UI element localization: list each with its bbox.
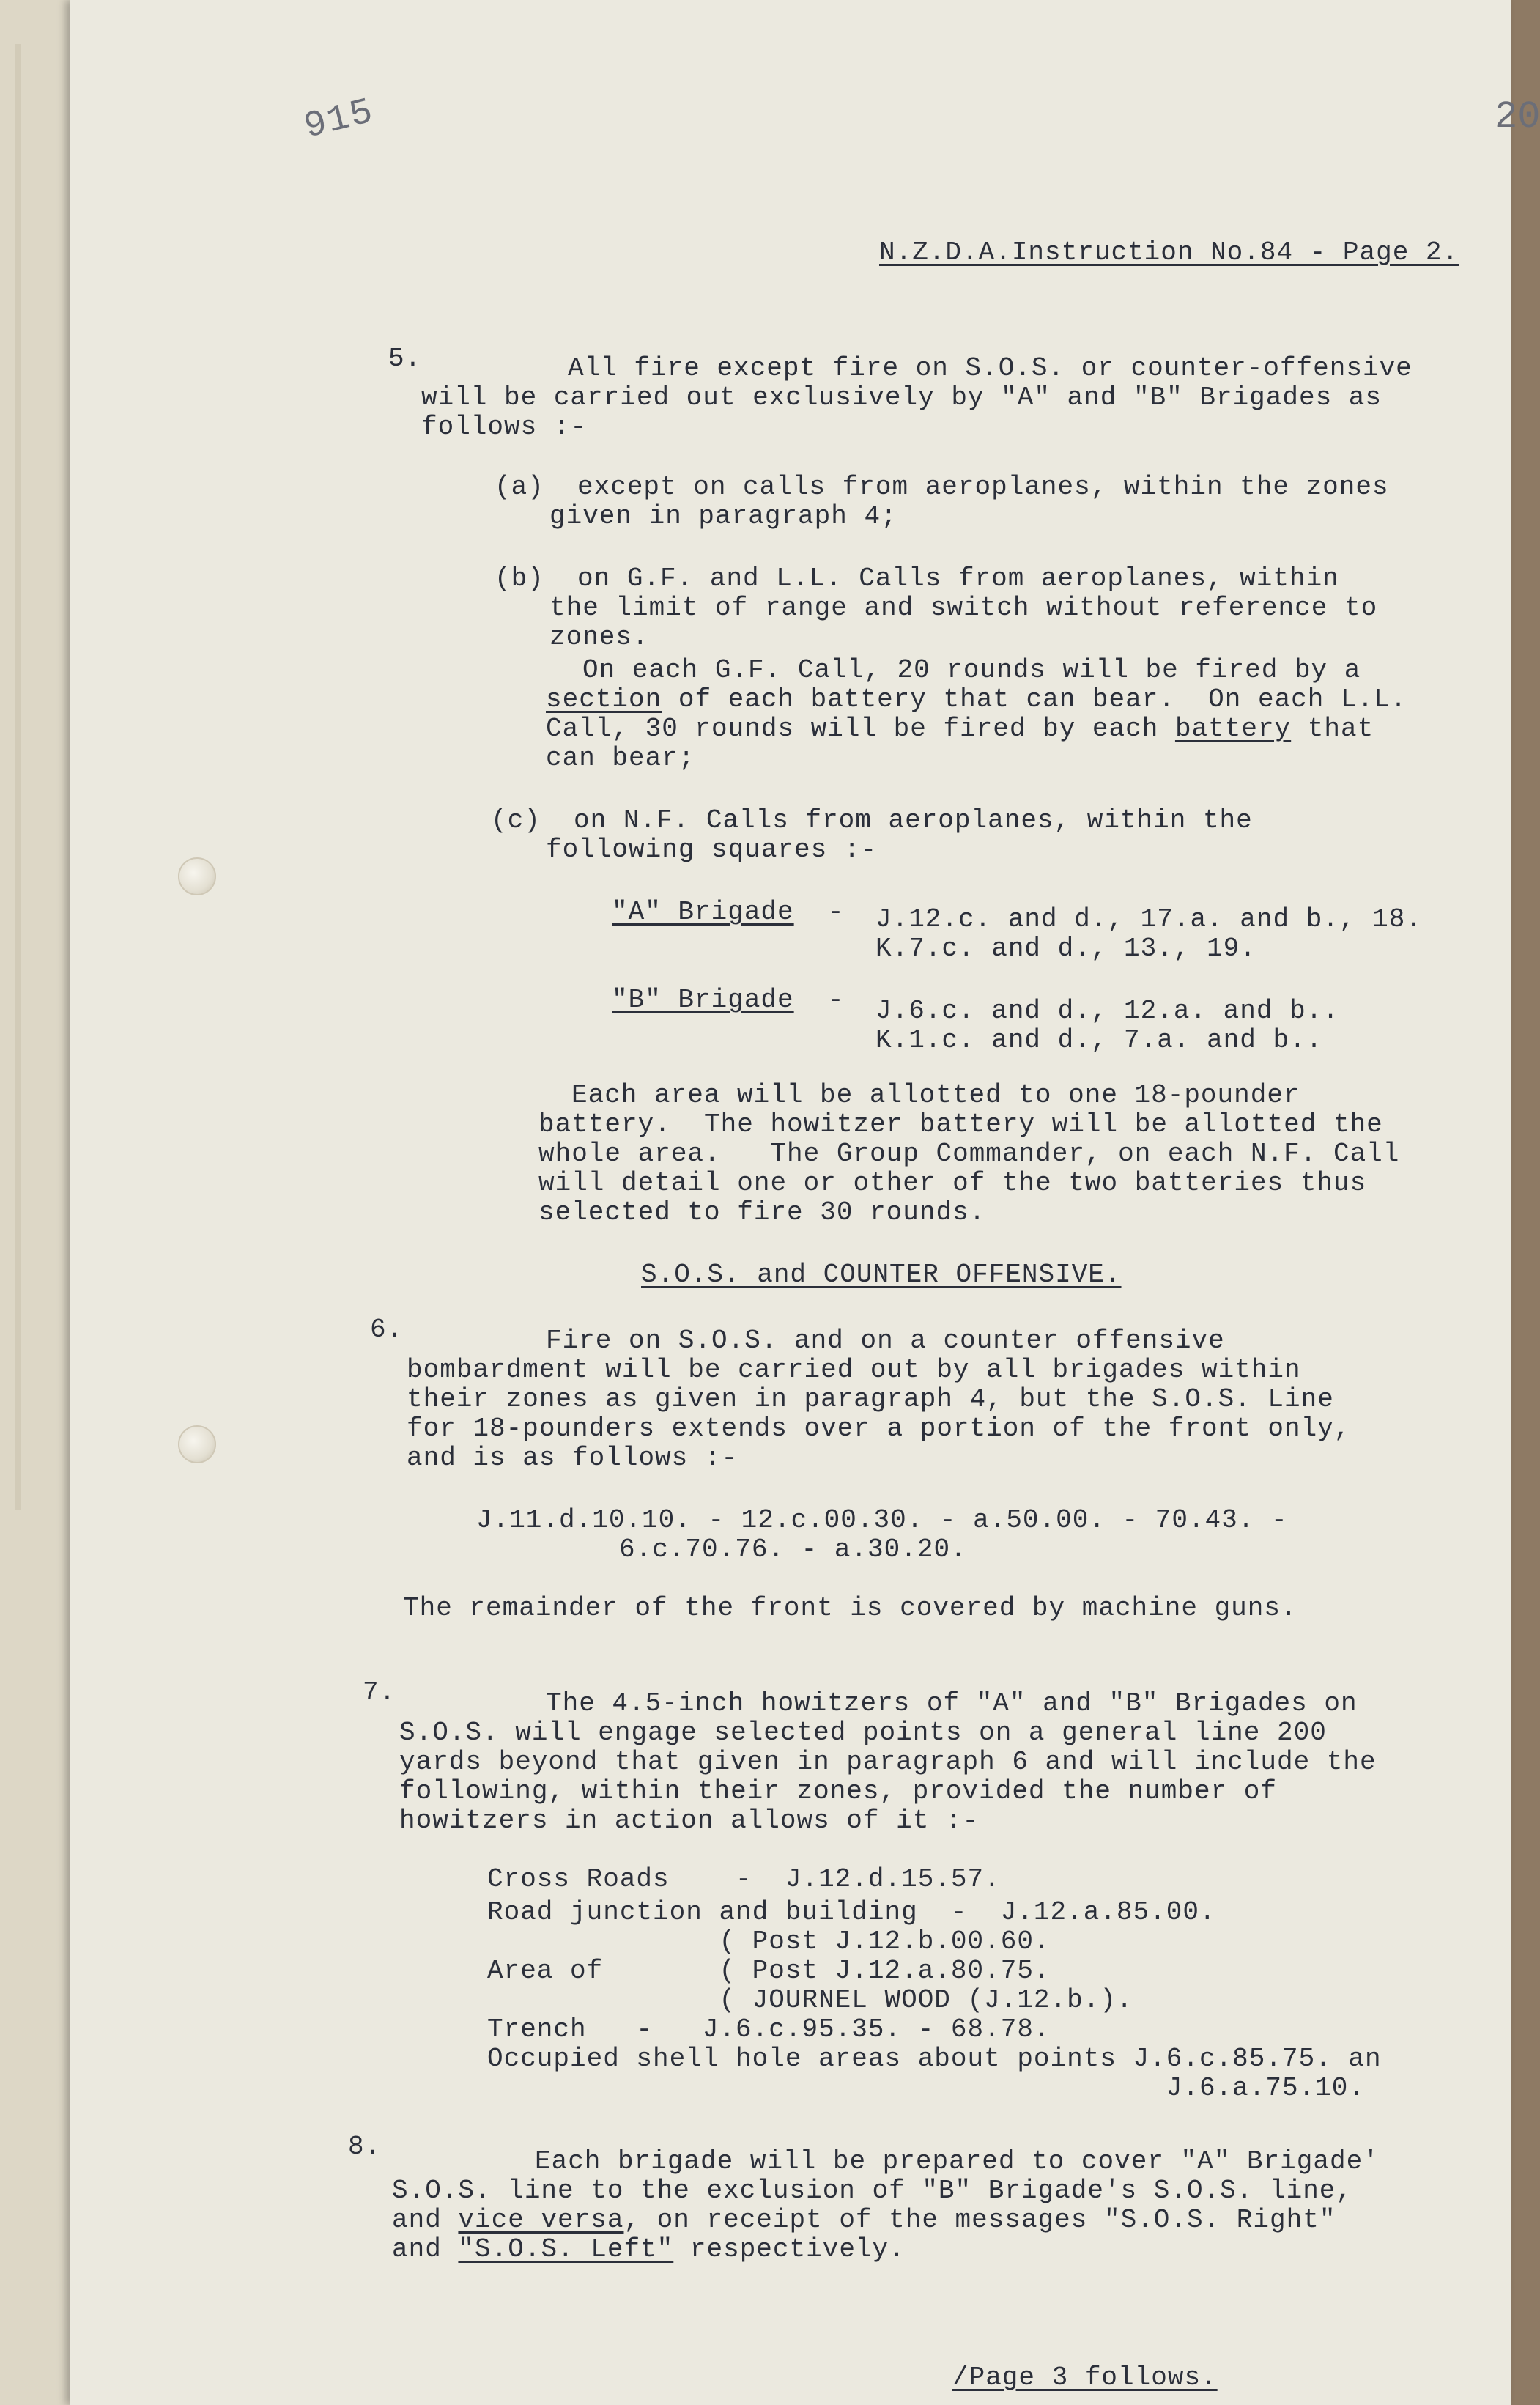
para-6-line: and is as follows :- bbox=[407, 1443, 738, 1473]
target-list-item: ( Post J.12.b.00.60. bbox=[487, 1926, 1051, 1957]
brigade-a-squares: J.12.c. and d., 17.a. and b., 18. bbox=[875, 904, 1422, 934]
target-list-item: ( JOURNEL WOOD (J.12.b.). bbox=[487, 1985, 1133, 2015]
underlined-battery: battery bbox=[1174, 714, 1292, 744]
brigade-b-squares: K.1.c. and d., 7.a. and b.. bbox=[875, 1025, 1323, 1055]
page-footer: /Page 3 follows. bbox=[952, 2362, 1218, 2393]
para-7-line: The 4.5-inch howitzers of "A" and "B" Brigades on bbox=[546, 1688, 1358, 1718]
brigade-a-label: "A" Brigade bbox=[612, 897, 794, 927]
sub-a-line: (a) except on calls from aeroplanes, within the zones bbox=[495, 472, 1389, 502]
para-7-number: 7. bbox=[363, 1677, 396, 1707]
para-6-line: bombardment will be carried out by all brigades within bbox=[407, 1355, 1301, 1385]
brigade-b-label: "B" Brigade bbox=[612, 985, 794, 1015]
section-heading: S.O.S. and COUNTER OFFENSIVE. bbox=[641, 1260, 1122, 1290]
target-list-item: Trench - J.6.c.95.35. - 68.78. bbox=[487, 2014, 1051, 2044]
sub-b-line: (b) on G.F. and L.L. Calls from aeroplanes, within bbox=[495, 564, 1339, 594]
para-6-number: 6. bbox=[370, 1315, 404, 1345]
para-6-line: for 18-pounders extends over a portion of the front only, bbox=[407, 1414, 1351, 1444]
page-number: 20 bbox=[1495, 95, 1540, 138]
para-7-line: howitzers in action allows of it :- bbox=[399, 1806, 980, 1836]
para-5-line: will be carried out exclusively by "A" and "B" Brigades as bbox=[421, 383, 1382, 413]
para-7-line: S.O.S. will engage selected points on a general line 200 bbox=[399, 1718, 1327, 1748]
para-8-number: 8. bbox=[348, 2132, 382, 2162]
sub-b-line-5: section of each battery that can bear. On each L.L. bbox=[546, 684, 1407, 714]
brigade-b-squares: J.6.c. and d., 12.a. and b.. bbox=[875, 996, 1339, 1026]
each-area-line: battery. The howitzer battery will be allotted the bbox=[538, 1109, 1383, 1139]
brigade-a-squares: K.7.c. and d., 13., 19. bbox=[875, 934, 1256, 964]
sub-b-line: can bear; bbox=[546, 743, 695, 773]
page-edge bbox=[15, 44, 21, 1510]
sub-b-line: zones. bbox=[549, 622, 649, 652]
para-8-line-3: and vice versa, on receipt of the messages "S.O.S. Right" bbox=[392, 2205, 1336, 2235]
para-7-line: following, within their zones, provided the number of bbox=[399, 1776, 1277, 1806]
sub-c-line: following squares :- bbox=[546, 835, 878, 865]
punch-hole-top bbox=[178, 857, 216, 895]
sub-c-line: (c) on N.F. Calls from aeroplanes, within the bbox=[491, 805, 1253, 835]
target-list-item: Road junction and building - J.12.a.85.00. bbox=[487, 1897, 1216, 1927]
target-list-item: Cross Roads - J.12.d.15.57. bbox=[487, 1864, 1001, 1894]
para-7-line: yards beyond that given in paragraph 6 and will include the bbox=[399, 1747, 1377, 1777]
para-5-line: follows :- bbox=[421, 412, 588, 442]
each-area-line: selected to fire 30 rounds. bbox=[538, 1197, 986, 1227]
each-area-line: will detail one or other of the two batteries thus bbox=[538, 1168, 1367, 1198]
sub-b-line: On each G.F. Call, 20 rounds will be fired by a bbox=[582, 655, 1361, 685]
target-list-item: Area of ( Post J.12.a.80.75. bbox=[487, 1956, 1051, 1986]
document-header: N.Z.D.A.Instruction No.84 - Page 2. bbox=[879, 237, 1459, 267]
para-5-number: 5. bbox=[388, 344, 422, 374]
sub-b-line-6: Call, 30 rounds will be fired by each battery that bbox=[546, 714, 1374, 744]
sub-a-line: given in paragraph 4; bbox=[549, 501, 897, 531]
para-5-line: All fire except fire on S.O.S. or counter-offensive bbox=[568, 353, 1413, 383]
para-8-line-4: and "S.O.S. Left" respectively. bbox=[392, 2234, 906, 2264]
para-6-line: their zones as given in paragraph 4, but the S.O.S. Line bbox=[407, 1384, 1334, 1414]
underlined-sos-left: "S.O.S. Left" bbox=[458, 2234, 674, 2264]
para-8-line: S.O.S. line to the exclusion of "B" Brigade's S.O.S. line, bbox=[392, 2176, 1353, 2206]
brigade-a-dash: - bbox=[828, 897, 845, 927]
punch-hole-bottom bbox=[178, 1425, 216, 1463]
para-8-line: Each brigade will be prepared to cover "A" Brigade' bbox=[535, 2146, 1380, 2176]
underlined-section: section bbox=[546, 684, 662, 714]
target-list-item: J.6.a.75.10. bbox=[487, 2073, 1365, 2103]
sos-line-coords: 6.c.70.76. - a.30.20. bbox=[619, 1534, 967, 1564]
stamp-number: 915 bbox=[300, 91, 379, 149]
para-6-line: Fire on S.O.S. and on a counter offensive bbox=[546, 1326, 1225, 1356]
document-page bbox=[70, 0, 1540, 2405]
underlined-vice-versa: vice versa bbox=[458, 2205, 624, 2235]
sub-b-line: the limit of range and switch without reference to bbox=[549, 593, 1378, 623]
each-area-line: whole area. The Group Commander, on each N.F. Call bbox=[538, 1139, 1400, 1169]
sos-line-coords: J.11.d.10.10. - 12.c.00.30. - a.50.00. - 70.43. - bbox=[476, 1505, 1288, 1535]
each-area-line: Each area will be allotted to one 18-pounder bbox=[571, 1080, 1300, 1110]
target-list-item: Occupied shell hole areas about points J.6.c.85.75. an bbox=[487, 2044, 1382, 2074]
remainder-line: The remainder of the front is covered by machine guns. bbox=[403, 1593, 1297, 1623]
brigade-b-dash: - bbox=[828, 985, 845, 1015]
